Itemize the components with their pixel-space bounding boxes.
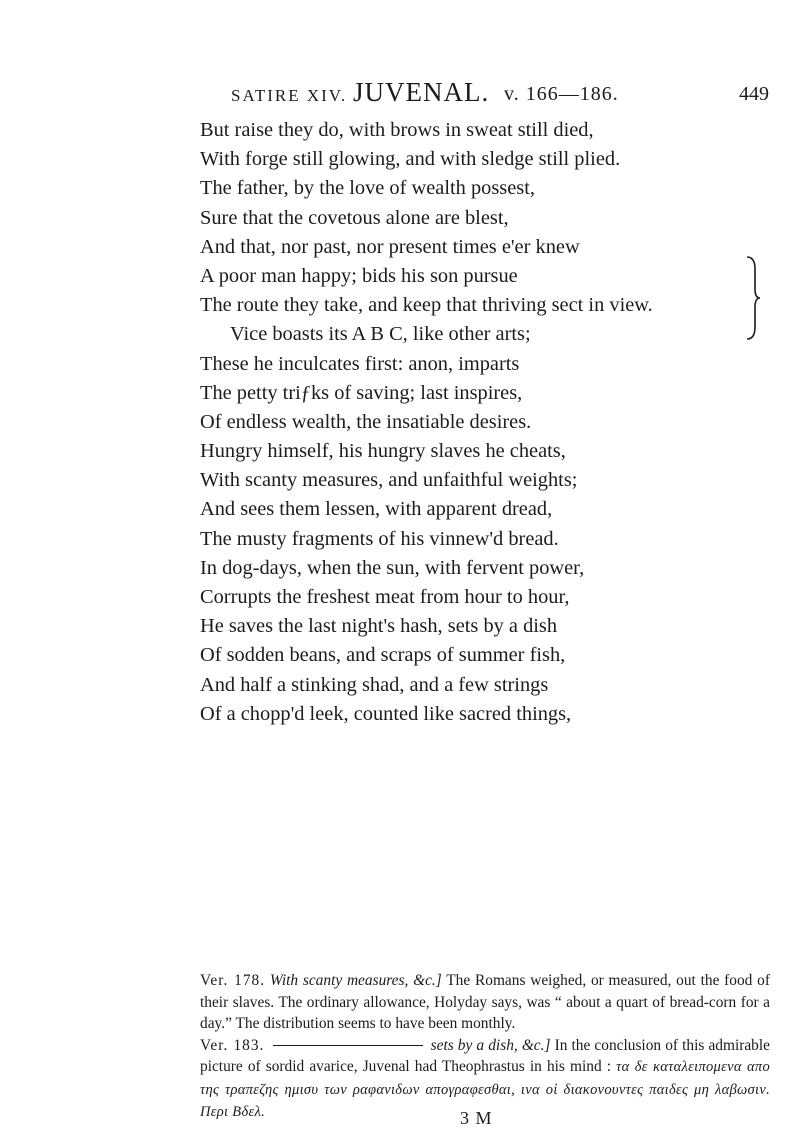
verse-line: Of endless wealth, the insatiable desires. [200, 410, 532, 433]
verse-line: With forge still glowing, and with sledge still plied. [200, 148, 621, 171]
page-number: 449 [739, 83, 769, 105]
triplet-brace [745, 255, 761, 341]
verse-line: But raise they do, with brows in sweat still died, [200, 119, 594, 141]
verse-line: Corrupts the freshest meat from hour to hour, [200, 586, 570, 608]
running-header [0, 77, 800, 111]
verse-line: He saves the last night's hash, sets by a dish [200, 615, 558, 638]
header-line-range: v. 166—186. [504, 83, 619, 105]
footnote-text: In the conclusion of this admirable picture of sordid avarice, Juvenal had Theophrastus in his mind : [200, 1036, 770, 1075]
lemma-dash [273, 1045, 423, 1046]
verse-line: And half a stinking shad, and a few strings [200, 673, 549, 696]
signature-mark: 3 M [460, 1108, 493, 1128]
footnote-lemma: With scanty measures, &c.] [269, 972, 442, 989]
footnote-label: Ver. 178. [200, 972, 266, 989]
verse-line: And that, nor past, nor present times e'er knew [200, 235, 580, 258]
verse-line: In dog-days, when the sun, with fervent power, [200, 556, 585, 579]
verse-line: Hungry himself, his hungry slaves he cheats, [200, 440, 566, 463]
verse-line: The musty fragments of his vinnew'd bread. [200, 527, 559, 550]
verse-line: The father, by the love of wealth possest, [200, 177, 535, 200]
verse-line: The route they take, and keep that thriving sect in view. [200, 294, 653, 317]
verse-line: And sees them lessen, with apparent dread, [200, 498, 553, 521]
footnote-text: The Romans weighed, or measured, out the food of their slaves. The ordinary allowance, Holyday says, was “ about a quart of bread-corn for a day.” The distribution seems to have been monthly. [200, 972, 770, 1032]
footnote [200, 970, 770, 1035]
verse-line: Of sodden beans, and scraps of summer fish, [200, 644, 566, 667]
verse-line: A poor man happy; bids his son pursue [200, 264, 518, 287]
verse-line: These he inculcates first: anon, imparts [200, 352, 520, 375]
footnotes [200, 970, 770, 1124]
header-satire: SATIRE XIV. [231, 86, 348, 105]
verse-line: Sure that the covetous alone are blest, [200, 206, 509, 229]
verse-line: With scanty measures, and unfaithful weights; [200, 469, 578, 492]
greek-quotation: τα δε καταλειπομενα απο της τραπεζης ημισυ των ραφανιδων απογραφεσθαι, ινα οἱ διακονουντες παιδες μη λαβωσιν. Περι Βδελ. [200, 1059, 770, 1120]
verse-line: Vice boasts its A B C, like other arts; [230, 323, 531, 346]
verse-line: The petty triƒks of saving; last inspires, [200, 381, 523, 404]
footnote-lemma: sets by a dish, &c.] [430, 1036, 551, 1054]
footnote-label: Ver. 183. [200, 1036, 265, 1054]
verse-line: Of a chopp'd leek, counted like sacred things, [200, 702, 572, 725]
poem-body [200, 116, 760, 729]
header-author: JUVENAL. [353, 77, 490, 107]
